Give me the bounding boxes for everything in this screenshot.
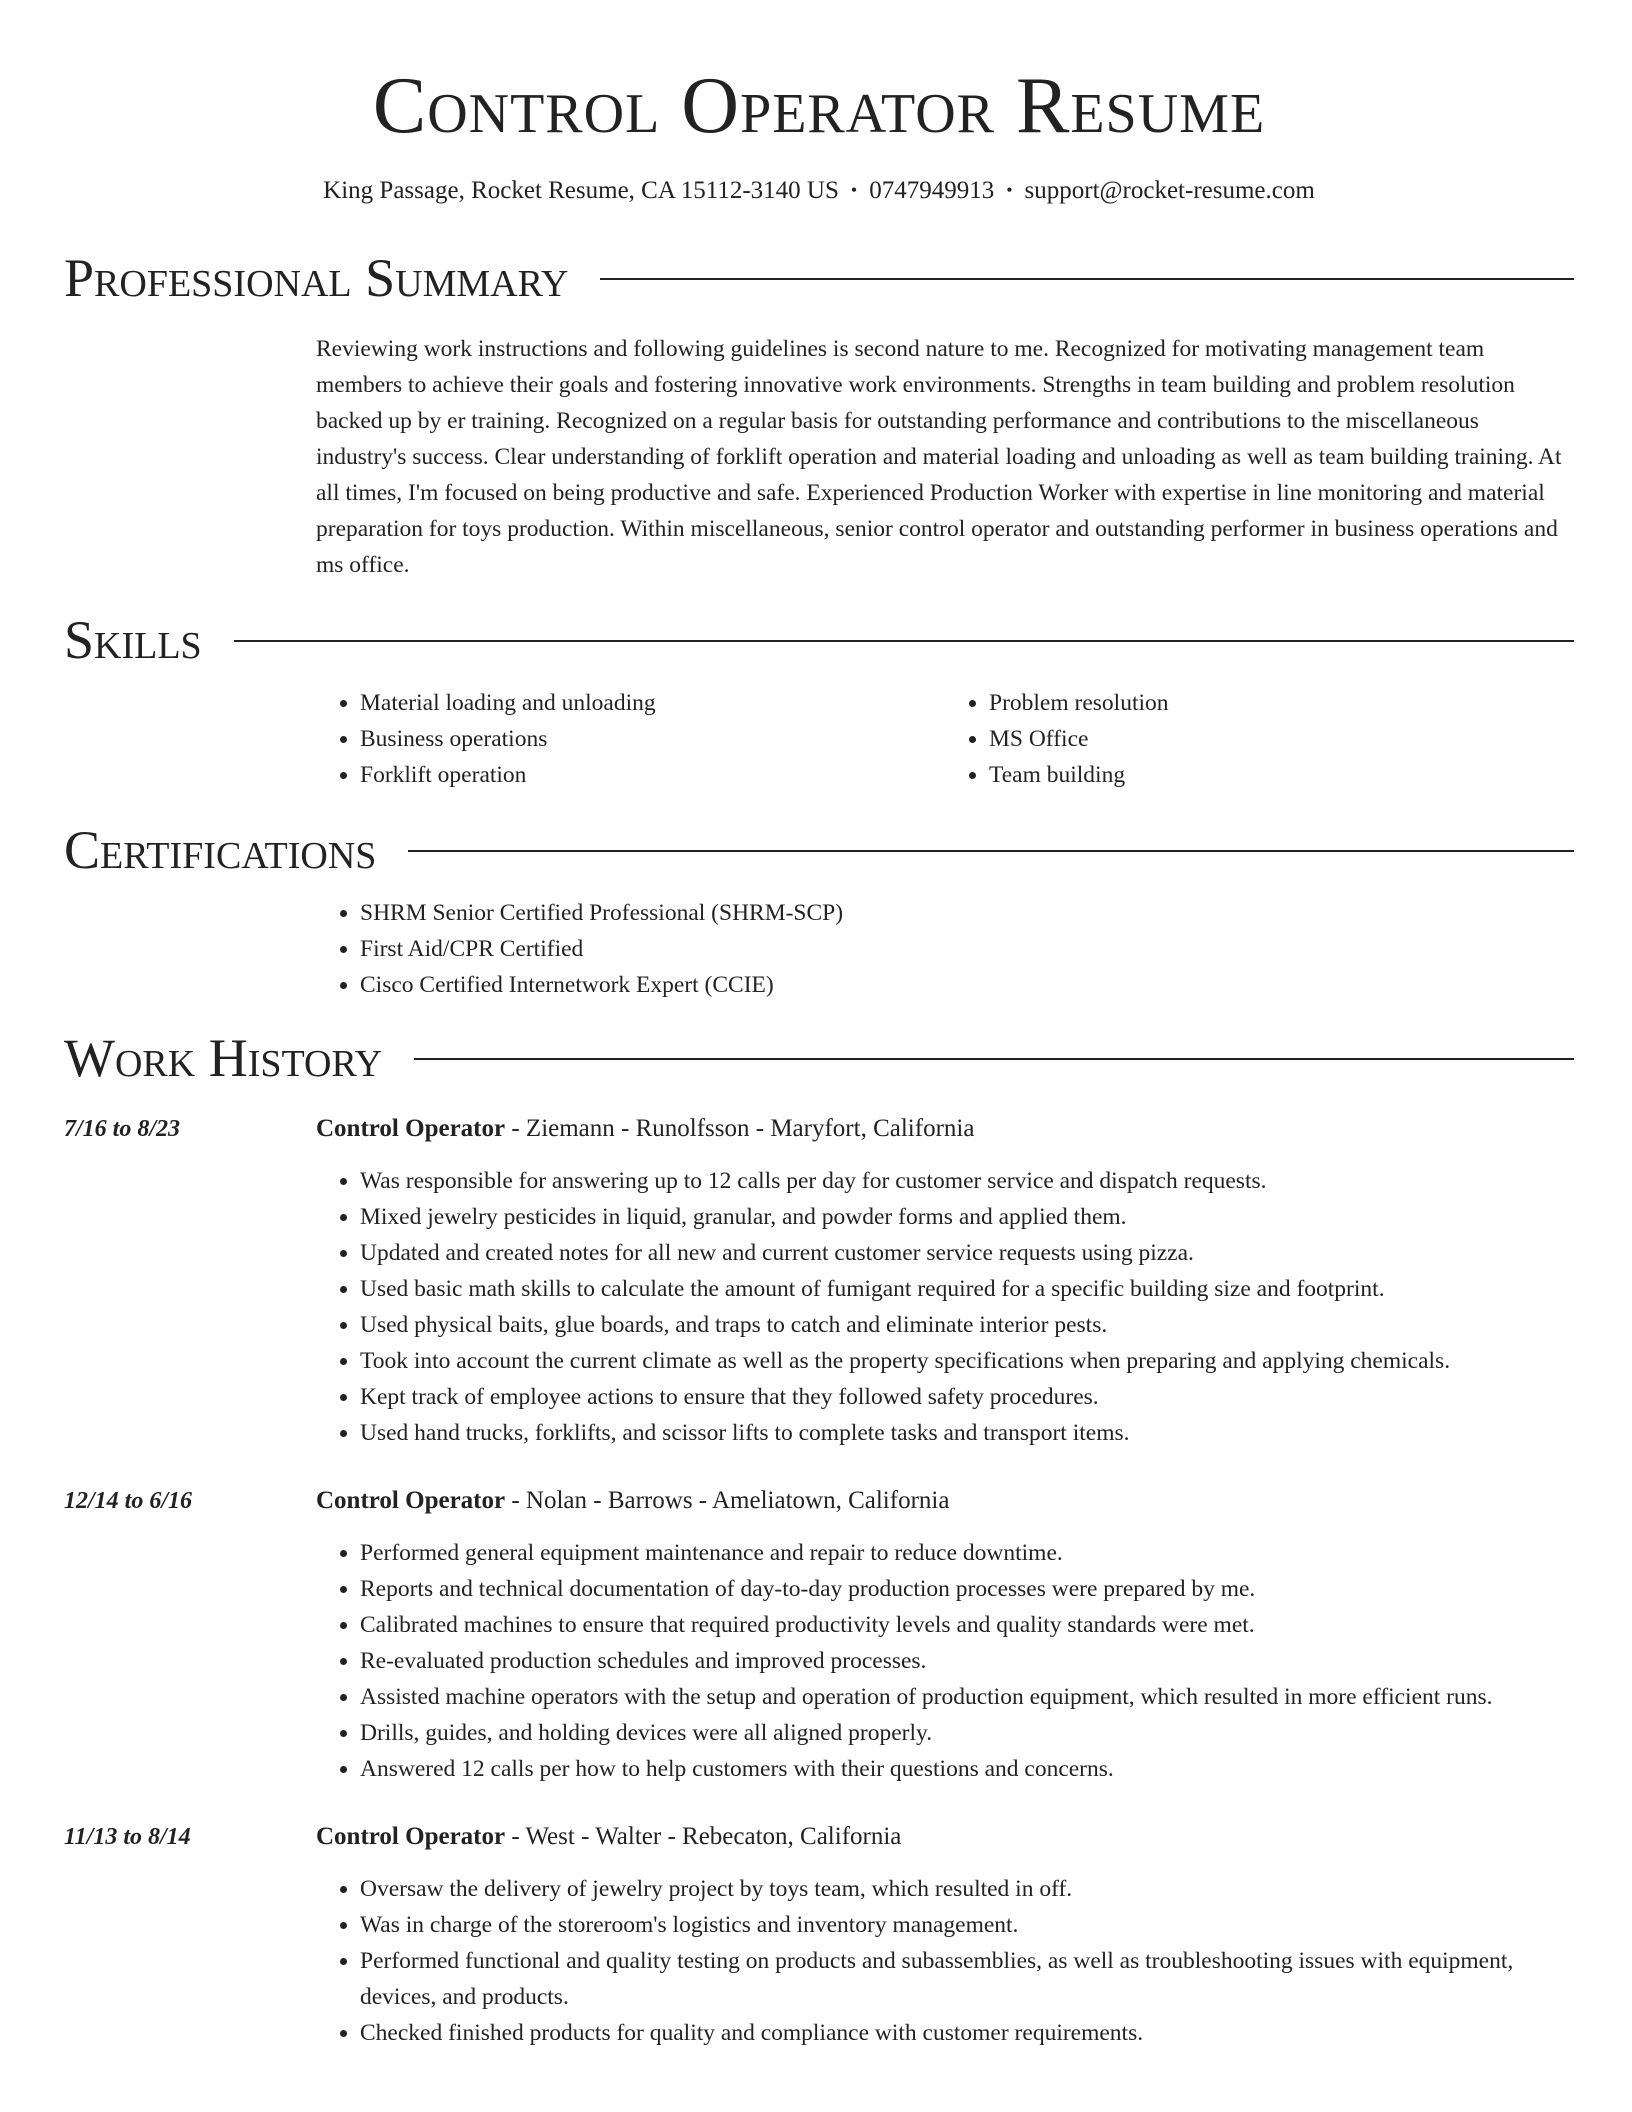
contact-line xyxy=(64,176,1574,207)
job-title-line xyxy=(316,1111,1574,1147)
summary-text: Reviewing work instructions and following guidelines is second nature to me. Recognized for motivating management team members to achieve their goals and fostering innovative work environments. Strengths in team building and problem resolution backed up by er training. Recognized on a regular basis for outstanding performance and contributions to the miscellaneous industry's success. Clear understanding of forklift operation and material loading and unloading as well as team building training. At all times, I'm focused on being productive and safe. Experienced Production Worker with expertise in line monitoring and material preparation for toys production. Within miscellaneous, senior control operator and outstanding performer in business operations and ms office. xyxy=(316,336,1562,578)
contact-separator: • xyxy=(850,180,858,200)
job-entry xyxy=(64,1819,1574,2051)
job-bullet: • Calibrated machines to ensure that required productivity levels and quality standards were met. xyxy=(360,1607,1574,1643)
job-title: Control Operator xyxy=(316,1823,506,1850)
summary-heading: Professional Summary xyxy=(64,248,569,308)
job-bullet: • Was responsible for answering up to 12 calls per day for customer service and dispatch requests. xyxy=(360,1163,1574,1199)
job-employer: - Nolan - Barrows - Ameliatown, California xyxy=(505,1487,950,1514)
summary-section-header xyxy=(64,247,1574,309)
job-bullet: • Checked finished products for quality and compliance with customer requirements. xyxy=(360,2015,1574,2051)
job-bullet: • Was in charge of the storeroom's logistics and inventory management. xyxy=(360,1907,1574,1943)
job-bullet: • Performed functional and quality testing on products and subassemblies, as well as troubleshooting issues with equipment, devices, and products. xyxy=(360,1943,1574,2015)
job-bullet: • Re-evaluated production schedules and improved processes. xyxy=(360,1643,1574,1679)
skill-item: • Business operations xyxy=(360,721,945,757)
job-bullet: • Mixed jewelry pesticides in liquid, granular, and powder forms and applied them. xyxy=(360,1199,1574,1235)
email-text: support@rocket-resume.com xyxy=(1024,177,1315,204)
job-bullet: • Used physical baits, glue boards, and traps to catch and eliminate interior pests. xyxy=(360,1307,1574,1343)
job-employer: - West - Walter - Rebecaton, California xyxy=(505,1823,902,1850)
job-dates: 11/13 to 8/14 xyxy=(64,1824,191,1850)
section-divider xyxy=(408,850,1574,852)
section-divider xyxy=(414,1058,1574,1060)
skill-item: • Forklift operation xyxy=(360,757,945,793)
certifications-list xyxy=(316,895,1574,1003)
job-bullet: • Used hand trucks, forklifts, and scissor lifts to complete tasks and transport items. xyxy=(360,1415,1574,1451)
resume-page xyxy=(64,0,1574,2051)
job-entry xyxy=(64,1483,1574,1787)
phone-text: 0747949913 xyxy=(869,177,995,204)
job-bullets xyxy=(316,1535,1574,1787)
job-bullet: • Performed general equipment maintenance and repair to reduce downtime. xyxy=(360,1535,1574,1571)
job-dates: 12/14 to 6/16 xyxy=(64,1488,193,1514)
contact-separator: • xyxy=(1006,180,1013,200)
work-history-heading: Work History xyxy=(64,1028,383,1088)
skills-column-2 xyxy=(945,685,1574,793)
job-bullets xyxy=(316,1871,1574,2051)
job-bullet: • Kept track of employee actions to ensure that they followed safety procedures. xyxy=(360,1379,1574,1415)
job-bullet: • Reports and technical documentation of day-to-day production processes were prepared by me. xyxy=(360,1571,1574,1607)
job-title: Control Operator xyxy=(316,1115,506,1142)
job-title: Control Operator xyxy=(316,1487,506,1514)
job-entry xyxy=(64,1111,1574,1451)
address-text: King Passage, Rocket Resume, CA 15112-3140 US xyxy=(323,177,839,204)
job-bullet: • Drills, guides, and holding devices were all aligned properly. xyxy=(360,1715,1574,1751)
certification-item: • First Aid/CPR Certified xyxy=(360,931,1574,967)
skill-item: • Team building xyxy=(989,757,1574,793)
job-bullet: • Answered 12 calls per how to help customers with their questions and concerns. xyxy=(360,1751,1574,1787)
certification-item: • Cisco Certified Internetwork Expert (CCIE) xyxy=(360,967,1574,1003)
section-divider xyxy=(234,640,1574,642)
job-bullets xyxy=(316,1163,1574,1451)
resume-title: Control Operator Resume xyxy=(372,62,1266,150)
skills-list xyxy=(316,685,1574,793)
job-title-line xyxy=(316,1483,1574,1519)
job-bullet: • Used basic math skills to calculate the amount of fumigant required for a specific building size and footprint. xyxy=(360,1271,1574,1307)
skill-item: • Problem resolution xyxy=(989,685,1574,721)
job-bullet: • Assisted machine operators with the setup and operation of production equipment, which resulted in more efficient runs. xyxy=(360,1679,1574,1715)
job-dates: 7/16 to 8/23 xyxy=(64,1116,181,1142)
job-employer: - Ziemann - Runolfsson - Maryfort, California xyxy=(505,1115,975,1142)
certifications-heading: Certifications xyxy=(64,820,377,880)
section-divider xyxy=(600,278,1574,280)
skills-column-1 xyxy=(316,685,945,793)
work-history-section-header xyxy=(64,1027,1574,1089)
skill-item: • MS Office xyxy=(989,721,1574,757)
skill-item: • Material loading and unloading xyxy=(360,685,945,721)
job-bullet: • Updated and created notes for all new and current customer service requests using pizza. xyxy=(360,1235,1574,1271)
job-bullet: • Oversaw the delivery of jewelry project by toys team, which resulted in off. xyxy=(360,1871,1574,1907)
skills-heading: Skills xyxy=(64,610,202,670)
job-title-line xyxy=(316,1819,1574,1855)
certification-item: • SHRM Senior Certified Professional (SHRM-SCP) xyxy=(360,895,1574,931)
certifications-section-header xyxy=(64,819,1574,881)
job-bullet: • Took into account the current climate as well as the property specifications when preparing and applying chemicals. xyxy=(360,1343,1574,1379)
skills-section-header xyxy=(64,609,1574,671)
